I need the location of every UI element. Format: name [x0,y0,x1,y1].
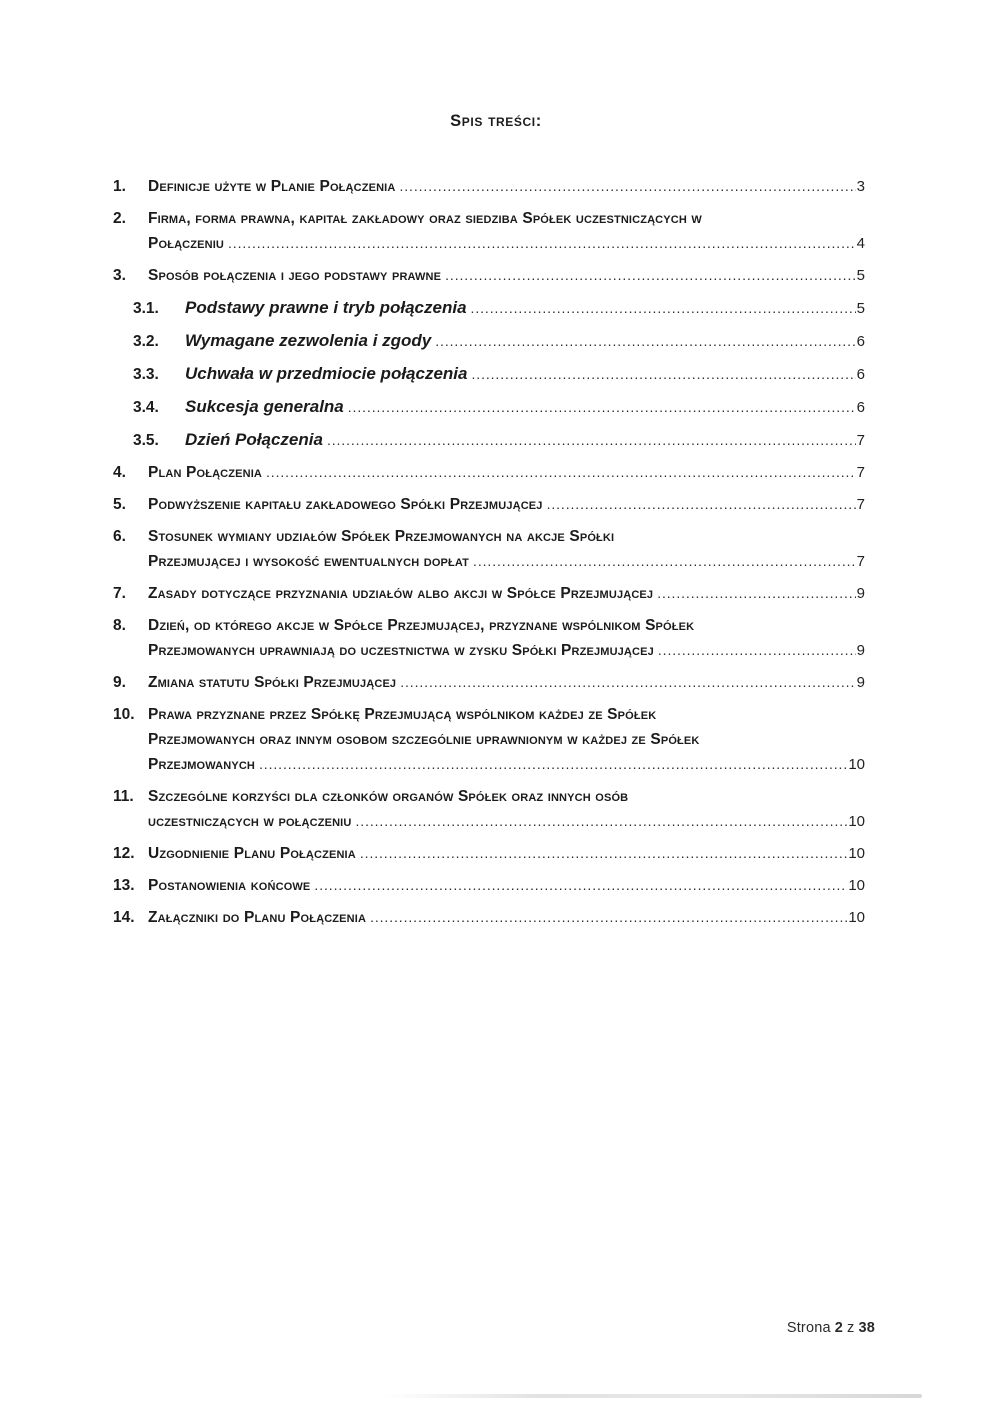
dot-leader [348,395,856,420]
toc-entry-5 [113,492,865,517]
dot-leader [658,638,856,663]
toc-entry-text: Podwyższenie kapitału zakładowego Spółki Przejmującej [148,496,543,513]
toc-entry-line [185,361,865,387]
toc-entry-number: 8. [113,617,126,634]
toc-entry-text: Zasady dotyczące przyznania udziałów albo akcji w Spółce Przejmującej [148,585,654,602]
toc-entry-6 [113,524,865,574]
toc-entry-page-number: 7 [856,464,865,481]
toc-entry-text: Sposób połączenia i jego podstawy prawne [148,267,442,284]
footer-label: Strona [786,1320,831,1336]
toc-entry-1 [113,174,865,199]
toc-entry-page-number: 10 [848,756,865,773]
dot-leader [445,263,856,288]
toc-entry-page-number: 7 [856,496,865,513]
toc-entry-line [148,581,865,606]
toc-entry-text: Przejmującej i wysokość ewentualnych dopłat [148,553,470,570]
toc-entry-3-1 [113,295,865,321]
toc-entry-number: 3.3. [133,366,159,383]
toc-entry-page-number: 9 [856,642,865,659]
page-footer [787,1320,875,1336]
toc-entry-11 [113,784,865,834]
toc-entry-3-4 [113,394,865,420]
toc-entry-number: 9. [113,674,126,691]
toc-entry-number: 6. [113,528,126,545]
toc-entry-number: 10. [113,706,135,723]
toc-entry-line [148,206,865,231]
toc-entry-line [148,231,865,256]
toc-entry-4 [113,460,865,485]
toc-entry-page-number: 10 [848,877,865,894]
toc-entry-text: Załączniki do Planu Połączenia [148,909,367,926]
toc-entry-line [148,174,865,199]
toc-entry-number: 4. [113,464,126,481]
toc-entry-number: 7. [113,585,126,602]
toc-entry-line [148,809,865,834]
toc-entry-line [185,427,865,453]
toc-entry-7 [113,581,865,606]
dot-leader [327,428,856,453]
toc-entry-page-number: 7 [856,432,865,449]
toc-entry-line [148,613,865,638]
toc-entry-number: 13. [113,877,135,894]
toc-entry-line [185,328,865,354]
footer-separator: z [847,1320,855,1336]
toc-entry-page-number: 5 [856,300,865,317]
toc-entry-page-number: 6 [856,399,865,416]
toc-entry-line [148,841,865,866]
toc-entry-3-3 [113,361,865,387]
dot-leader [259,752,847,777]
page-title: Spis treści: [450,112,542,130]
toc-entry-number: 3.1. [133,300,159,317]
toc-entry-line [148,702,865,727]
toc-entry-line [148,752,865,777]
toc-entry-number: 14. [113,909,135,926]
dot-leader [360,841,847,866]
toc-entry-8 [113,613,865,663]
toc-entry-page-number: 6 [856,366,865,383]
toc-entry-page-number: 7 [856,553,865,570]
toc-entry-number: 5. [113,496,126,513]
toc-entry-number: 3.4. [133,399,159,416]
toc-entry-line [148,492,865,517]
toc-entry-text: Sukcesja generalna [185,397,344,416]
toc-entry-number: 12. [113,845,135,862]
dot-leader [435,329,855,354]
scan-artifact [382,1394,922,1398]
toc-entry-13 [113,873,865,898]
toc-entry-text: Uchwała w przedmiocie połączenia [185,364,468,383]
toc-entry-line [185,295,865,321]
dot-leader [266,460,856,485]
toc-entry-line [148,873,865,898]
toc-entry-line [148,524,865,549]
toc-entry-text: Przejmowanych oraz innym osobom szczególnie uprawnionym w każdej ze Spółek [148,731,700,748]
toc-entry-12 [113,841,865,866]
toc-entry-page-number: 10 [848,813,865,830]
toc-entry-text: Przejmowanych [148,756,256,773]
toc-entry-text: Stosunek wymiany udziałów Spółek Przejmowanych na akcje Spółki [148,528,615,545]
dot-leader [355,809,847,834]
dot-leader [370,905,847,930]
toc-entry-line [185,394,865,420]
toc-entry-text: Plan Połączenia [148,464,263,481]
toc-entry-text: Dzień Połączenia [185,430,323,449]
dot-leader [400,670,855,695]
toc-entry-14 [113,905,865,930]
toc-entry-text: Dzień, od którego akcje w Spółce Przejmującej, przyznane wspólnikom Spółek [148,617,695,634]
toc-entry-line [148,905,865,930]
toc-entry-page-number: 5 [856,267,865,284]
toc-entry-text: Szczególne korzyści dla członków organów Spółek oraz innych osób [148,788,629,805]
toc-entry-line [148,549,865,574]
toc-entry-number: 3.5. [133,432,159,449]
toc-entry-3 [113,263,865,288]
toc-entry-text: Prawa przyznane przez Spółkę Przejmującą wspólnikom każdej ze Spółek [148,706,657,723]
toc-entry-text: Przejmowanych uprawniają do uczestnictwa w zysku Spółki Przejmującej [148,642,654,659]
toc-entry-page-number: 10 [848,909,865,926]
toc-entry-text: Postanowienia końcowe [148,877,311,894]
toc-entry-text: Połączeniu [148,235,225,252]
toc-entry-page-number: 10 [848,845,865,862]
toc-entry-page-number: 6 [856,333,865,350]
toc-entry-line [148,727,865,752]
toc-entry-9 [113,670,865,695]
toc-entry-page-number: 9 [856,674,865,691]
dot-leader [471,362,855,387]
toc-entry-line [148,263,865,288]
toc-entry-3-2 [113,328,865,354]
dot-leader [473,549,856,574]
toc-entry-3-5 [113,427,865,453]
dot-leader [547,492,856,517]
toc-entry-text: Podstawy prawne i tryb połączenia [185,298,467,317]
toc-entry-text: Firma, forma prawna, kapitał zakładowy oraz siedziba Spółek uczestniczących w [148,210,702,227]
toc-entry-2 [113,206,865,256]
toc-entry-page-number: 4 [856,235,865,252]
dot-leader [399,174,855,199]
dot-leader [657,581,855,606]
toc-entry-line [148,638,865,663]
toc-entry-10 [113,702,865,777]
toc-entry-page-number: 3 [856,178,865,195]
toc-entry-text: Uzgodnienie Planu Połączenia [148,845,356,862]
toc-entry-number: 1. [113,178,126,195]
footer-total-pages: 38 [858,1320,875,1336]
toc-entry-line [148,460,865,485]
toc-entry-number: 3.2. [133,333,159,350]
table-of-contents [0,174,992,930]
toc-entry-page-number: 9 [856,585,865,602]
toc-entry-number: 3. [113,267,126,284]
toc-entry-text: Wymagane zezwolenia i zgody [185,331,432,350]
toc-entry-text: uczestniczących w połączeniu [148,813,352,830]
toc-entry-text: Definicje użyte w Planie Połączenia [148,178,396,195]
toc-entry-number: 2. [113,210,126,227]
toc-entry-line [148,670,865,695]
dot-leader [314,873,847,898]
footer-current-page: 2 [834,1320,844,1336]
toc-entry-number: 11. [113,788,134,805]
dot-leader [471,296,856,321]
toc-entry-text: Zmiana statutu Spółki Przejmującej [148,674,397,691]
toc-entry-line [148,784,865,809]
dot-leader [228,231,856,256]
